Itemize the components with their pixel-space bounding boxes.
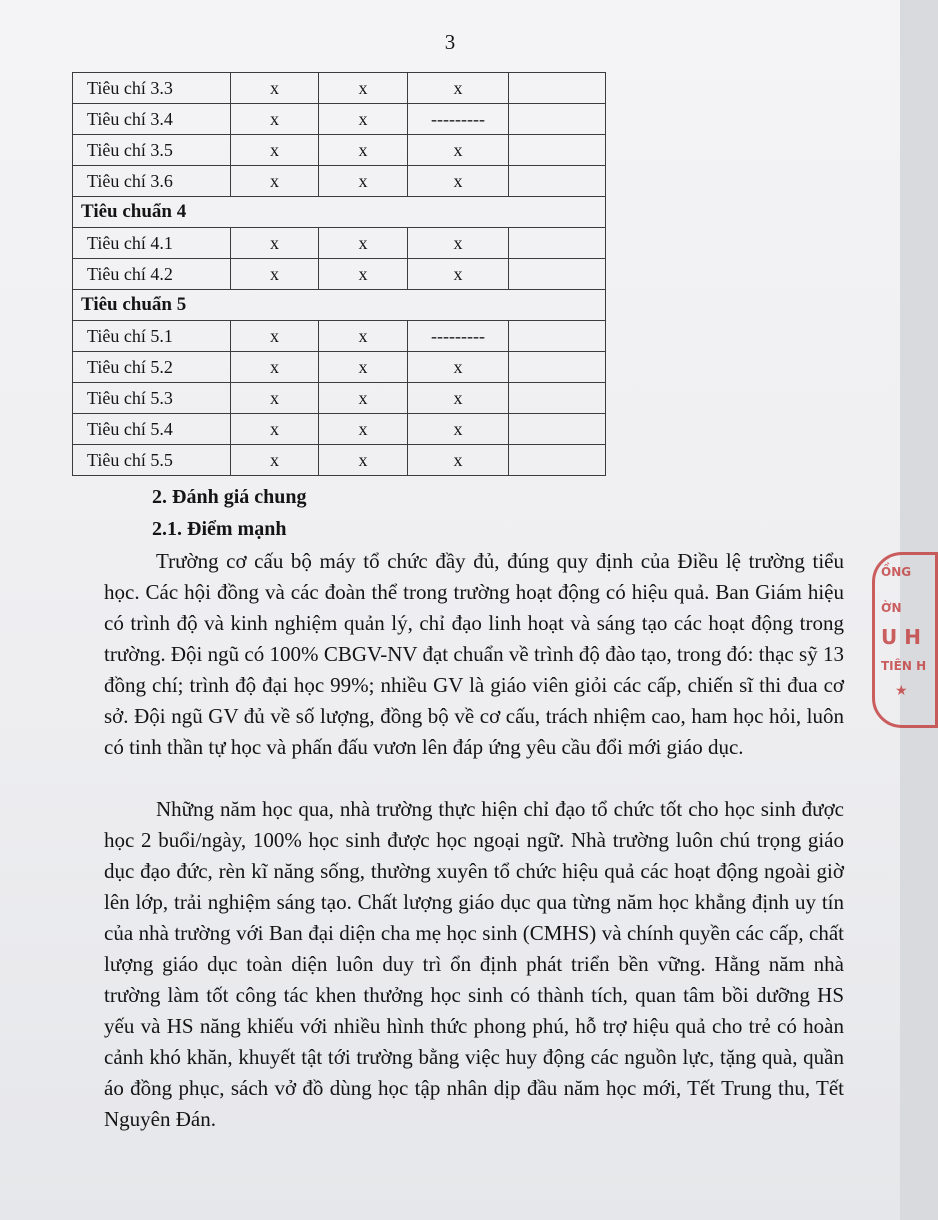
table-cell-c4: x <box>408 73 509 104</box>
table-cell-c5 <box>509 135 606 166</box>
table-cell-c5 <box>509 321 606 352</box>
standard-label: Tiêu chuẩn 4 <box>73 197 606 228</box>
table-standard-row <box>73 290 606 321</box>
star-icon: ★ <box>895 683 908 699</box>
table-cell-c3: x <box>319 321 408 352</box>
table-cell-c2: x <box>231 166 319 197</box>
table-cell-c5 <box>509 352 606 383</box>
table-cell-c5 <box>509 73 606 104</box>
table-cell-c5 <box>509 228 606 259</box>
table-cell-c2: x <box>231 135 319 166</box>
table-row <box>73 228 606 259</box>
table-cell-c4: x <box>408 414 509 445</box>
table-cell-c2: x <box>231 104 319 135</box>
table-cell-c5 <box>509 383 606 414</box>
table-standard-row <box>73 197 606 228</box>
table-cell-c4: x <box>408 383 509 414</box>
table-cell-c3: x <box>319 259 408 290</box>
table-cell-c3: x <box>319 73 408 104</box>
table-cell-c2: x <box>231 352 319 383</box>
criterion-label: Tiêu chí 4.1 <box>73 228 231 259</box>
subsection-heading: 2.1. Điểm mạnh <box>152 518 287 540</box>
table-cell-c3: x <box>319 383 408 414</box>
table-cell-c5 <box>509 166 606 197</box>
criterion-label: Tiêu chí 5.3 <box>73 383 231 414</box>
table-row <box>73 445 606 476</box>
paragraph-strengths-2: Những năm học qua, nhà trường thực hiện chỉ đạo tổ chức tốt cho học sinh được học 2 buổi/ngày, 100% học sinh được học ngoại ngữ. Nhà trường luôn chú trọng giáo dục đạo đức, rèn kĩ năng sống, thường xuyên tổ chức hiệu quả các hoạt động ngoài giờ lên lớp, trải nghiệm sáng tạo. Chất lượng giáo dục qua từng năm học khẳng định uy tín của nhà trường với Ban đại diện cha mẹ học sinh (CMHS) và chính quyền các cấp, chất lượng giáo dục toàn diện luôn duy trì ổn định phát triển bền vững. Hằng năm nhà trường làm tốt công tác khen thưởng học sinh có thành tích, quan tâm bồi dưỡng HS yếu và HS năng khiếu với nhiều hình thức phong phú, hỗ trợ hiệu quả cho trẻ có hoàn cảnh khó khăn, khuyết tật tới trường bằng việc huy động các nguồn lực, tặng quà, quần áo đồng phục, sách vở đồ dùng học tập nhân dịp đầu năm học mới, Tết Trung thu, Tết Nguyên Đán. <box>104 797 844 1131</box>
table-cell-c4: --------- <box>408 104 509 135</box>
section-heading: 2. Đánh giá chung <box>152 486 307 508</box>
table-cell-c3: x <box>319 166 408 197</box>
table-cell-c5 <box>509 445 606 476</box>
table-cell-c2: x <box>231 445 319 476</box>
table-cell-c3: x <box>319 445 408 476</box>
table-cell-c4: x <box>408 228 509 259</box>
standard-label: Tiêu chuẩn 5 <box>73 290 606 321</box>
table-row <box>73 321 606 352</box>
table-cell-c3: x <box>319 104 408 135</box>
criterion-label: Tiêu chí 3.3 <box>73 73 231 104</box>
stamp-text: ỜN <box>881 601 902 615</box>
table-row <box>73 414 606 445</box>
criterion-label: Tiêu chí 5.1 <box>73 321 231 352</box>
table-cell-c5 <box>509 104 606 135</box>
table-cell-c2: x <box>231 73 319 104</box>
criterion-label: Tiêu chí 5.5 <box>73 445 231 476</box>
table-cell-c4: x <box>408 166 509 197</box>
table-cell-c3: x <box>319 352 408 383</box>
criterion-label: Tiêu chí 4.2 <box>73 259 231 290</box>
stamp-text: TIÊN H <box>881 659 927 673</box>
stamp-text: ỒNG <box>881 565 912 579</box>
table-cell-c2: x <box>231 383 319 414</box>
table-cell-c4: x <box>408 135 509 166</box>
table-cell-c2: x <box>231 259 319 290</box>
table-cell-c2: x <box>231 414 319 445</box>
table-cell-c3: x <box>319 414 408 445</box>
evaluation-table <box>72 72 606 476</box>
table-cell-c2: x <box>231 228 319 259</box>
table-row <box>73 135 606 166</box>
evaluation-table-body <box>73 73 606 476</box>
stamp-text: U H <box>881 625 921 649</box>
paragraph-strengths-1: Trường cơ cấu bộ máy tổ chức đầy đủ, đúng quy định của Điều lệ trường tiểu học. Các hội đồng và các đoàn thể trong trường hoạt động có hiệu quả. Ban Giám hiệu có trình độ và kinh nghiệm quản lý, chỉ đạo linh hoạt và sáng tạo các hoạt động trong trường. Đội ngũ có 100% CBGV-NV đạt chuẩn về trình độ đào tạo, trong đó: thạc sỹ 13 đồng chí; trình độ đại học 99%; nhiều GV là giáo viên giỏi các cấp, chiến sĩ thi đua cơ sở. Đội ngũ GV đủ về số lượng, đồng bộ về cơ cấu, trách nhiệm cao, ham học hỏi, luôn có tinh thần tự học và phấn đấu vươn lên đáp ứng yêu cầu đổi mới giáo dục. <box>104 549 844 759</box>
table-row <box>73 259 606 290</box>
table-cell-c5 <box>509 259 606 290</box>
table-cell-c4: x <box>408 445 509 476</box>
table-cell-c4: x <box>408 352 509 383</box>
criterion-label: Tiêu chí 3.6 <box>73 166 231 197</box>
table-cell-c4: x <box>408 259 509 290</box>
red-stamp <box>872 552 938 728</box>
table-cell-c3: x <box>319 228 408 259</box>
criterion-label: Tiêu chí 3.5 <box>73 135 231 166</box>
table-row <box>73 104 606 135</box>
criterion-label: Tiêu chí 5.2 <box>73 352 231 383</box>
table-row <box>73 352 606 383</box>
criterion-label: Tiêu chí 5.4 <box>73 414 231 445</box>
table-cell-c3: x <box>319 135 408 166</box>
table-cell-c4: --------- <box>408 321 509 352</box>
table-row <box>73 166 606 197</box>
table-cell-c2: x <box>231 321 319 352</box>
table-row <box>73 383 606 414</box>
criterion-label: Tiêu chí 3.4 <box>73 104 231 135</box>
page-number: 3 <box>444 30 456 54</box>
table-cell-c5 <box>509 414 606 445</box>
table-row <box>73 73 606 104</box>
